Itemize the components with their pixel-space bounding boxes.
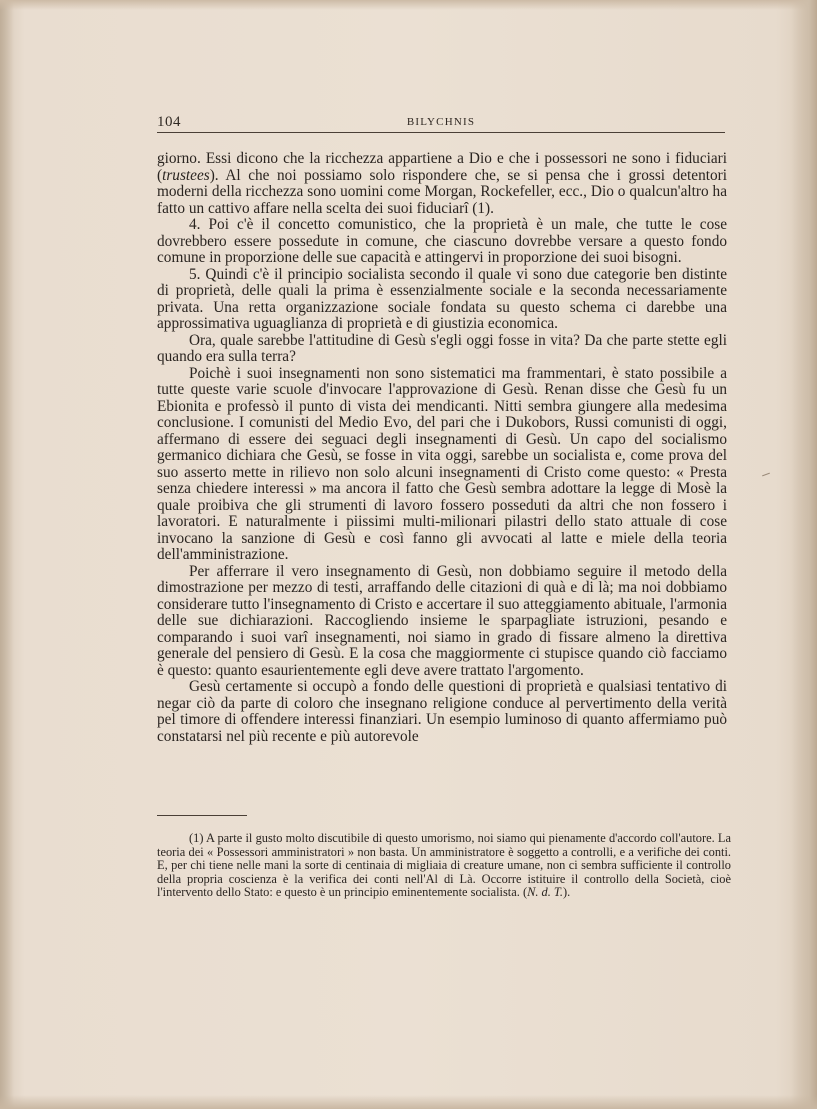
footnote-text-a: (1) A parte il gusto molto discutibile di questo umorismo, noi siamo qui pienamente d'accordo coll'autore. La teoria dei « Possessori amministratori » non basta. Un amministratore è soggetto a controlli, e a verifiche dei conti. E, per chi tiene nelle mani la sorte di centinaia di migliaia di creature umane, non ci sembra sufficiente il controllo della propria coscienza è la verifica dei conti nell'Al di Là. Occorre istituire il controllo della Società, cioè l'intervento dello Stato: e questo è un principio eminentemente socialista. (	[157, 831, 731, 900]
bottom-edge-shadow	[0, 1095, 817, 1109]
page-number: 104	[157, 114, 181, 130]
running-title: BILYCHNIS	[406, 116, 476, 128]
paragraph-4: Ora, quale sarebbe l'attitudine di Gesù s'egli oggi fosse in vita? Da che parte stette egli quando era sulla terra?	[157, 331, 727, 365]
right-edge-shadow	[791, 0, 817, 1109]
paragraph-6: Per afferrare il vero insegnamento di Gesù, non dobbiamo seguire il metodo della dimostrazione per mezzo di testi, arraffando delle citazioni di quà e di là; ma noi dobbiamo considerare tutto l'insegnamento di Cristo e accertare il suo atteggiamento abituale, l'armonia delle sue dichiarazioni. Raccogliendo insieme le sparpagliate istruzioni, pesando e comparando i suoi varî insegnamenti, noi siamo in grado di fissare almeno la direttiva generale del pensiero di Gesù. E la cosa che maggiormente ci stupisce quando ciò facciamo è questo: quanto esaurientemente egli deve avere trattato l'argomento.	[157, 562, 727, 679]
margin-mark	[762, 473, 770, 477]
paragraph-7: Gesù certamente si occupò a fondo delle questioni di proprietà e qualsiasi tentativo di negar ciò da parte di coloro che insegnano religione conduce al pervertimento della verità pel timore di offendere interessi finanziari. Un esempio luminoso di quanto affermiamo può constatarsi nel più recente e più autorevole	[157, 678, 727, 745]
footnote-text-b: ).	[563, 885, 571, 900]
gutter-shadow	[0, 0, 14, 1109]
footnote-paragraph	[157, 832, 731, 900]
page-header	[157, 114, 725, 134]
body-text	[157, 151, 727, 745]
paragraph-1-text-b: ). Al che noi possiamo solo rispondere che, se si pensa che i grossi detentori moderni della ricchezza sono uomini come Morgan, Rockefeller, ecc., Dio o qualcun'altro ha fatto un cattivo affare nella scelta dei suoi fiduciarî (1).	[157, 166, 727, 217]
paragraph-2: 4. Poi c'è il concetto comunistico, che la proprietà è un male, che tutte le cose dovrebbero essere possedute in comune, che ciascuno dovrebbe versare a questo fondo comune in proporzione delle sue capacità e attingervi in proporzione dei suoi bisogni.	[157, 216, 727, 266]
paragraph-5: Poichè i suoi insegnamenti non sono sistematici ma frammentari, è stato possibile a tutte queste varie scuole d'invocare l'approvazione di Gesù. Renan disse che Gesù fu un Ebionita e professò il punto di vista dei mendicanti. Nitti sembra giungere alla medesima conclusione. I comunisti del Medio Evo, del pari che i Dukobors, Russi comunisti di oggi, affermano di essere dei seguaci degli insegnamenti di Gesù. Un capo del socialismo germanico dichiara che Gesù, se fosse in vita oggi, sarebbe un socialista e, come prova del suo asserto mette in rilievo non solo alcuni insegnamenti di Cristo come questo: « Presta senza chiedere interessi » ma ancora il fatto che Gesù sembra adottare la legge di Mosè la quale proibiva che gli strumenti di lavoro fossero posseduti da altri che non fossero i lavoratori. E naturalmente i piissimi multi-milionari pilastri dello stato attuale di cose invocano la sanzione di Gesù e così fanno gli avvocati al latte e miele della teoria dell'amministrazione.	[157, 364, 727, 563]
header-rule	[157, 132, 725, 133]
footnote	[157, 832, 731, 900]
paragraph-3: 5. Quindi c'è il principio socialista secondo il quale vi sono due categorie ben distinte di proprietà, delle quali la prima è essenzialmente sociale e la seconda necessariamente privata. Una retta organizzazione sociale fondata su questo schema ci darebbe una approssimativa uguaglianza di proprietà e di giustizia economica.	[157, 265, 727, 332]
top-edge-shadow	[0, 0, 817, 10]
paragraph-1-text-a: giorno. Essi dicono che la ricchezza appartiene a Dio e che i possessori ne sono i fiduciari (	[157, 150, 727, 184]
footnote-rule	[157, 815, 247, 816]
paragraph-1-italic: trustees	[162, 166, 210, 184]
footnote-italic: N. d. T.	[527, 885, 563, 900]
paragraph-1	[157, 151, 727, 217]
